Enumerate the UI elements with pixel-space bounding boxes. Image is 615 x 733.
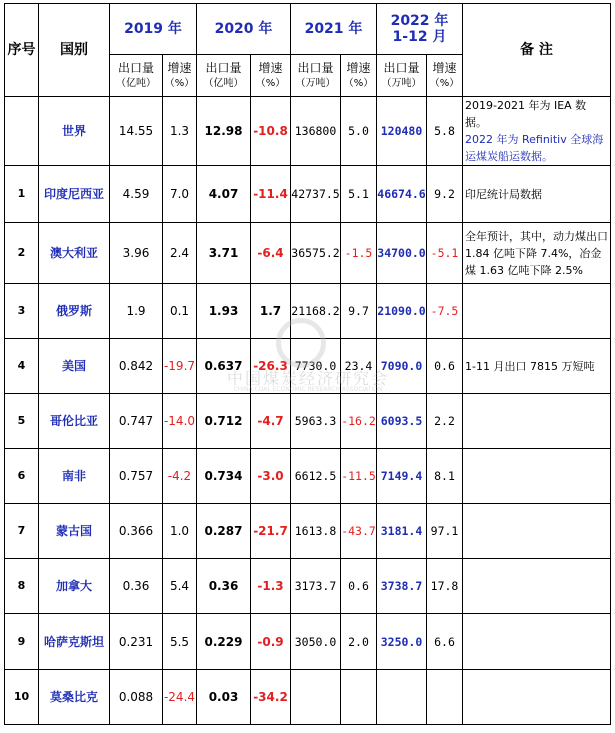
cell-remark [463, 504, 611, 559]
cell-export-2019: 3.96 [110, 223, 163, 284]
cell-country: 莫桑比克 [39, 670, 110, 725]
cell-export-2022: 6093.5 [377, 394, 427, 449]
cell-growth-2020: 1.7 [251, 284, 291, 339]
cell-export-2019: 0.366 [110, 504, 163, 559]
cell-growth-2019: 1.0 [163, 504, 197, 559]
cell-seq: 8 [5, 559, 39, 614]
cell-seq: 7 [5, 504, 39, 559]
cell-growth-2020: -21.7 [251, 504, 291, 559]
cell-growth-2020: -4.7 [251, 394, 291, 449]
cell-country: 南非 [39, 449, 110, 504]
cell-growth-2021 [341, 670, 377, 725]
cell-growth-2022: 6.6 [427, 614, 463, 670]
remark-text: 1-11 月出口 7815 万短吨 [465, 359, 595, 373]
cell-seq: 3 [5, 284, 39, 339]
coal-export-table [4, 3, 611, 725]
cell-growth-2019: -4.2 [163, 449, 197, 504]
cell-seq: 6 [5, 449, 39, 504]
cell-growth-2022: 5.8 [427, 97, 463, 166]
cell-seq: 10 [5, 670, 39, 725]
cell-export-2019: 0.36 [110, 559, 163, 614]
cell-growth-2019: 5.4 [163, 559, 197, 614]
cell-growth-2021: 9.7 [341, 284, 377, 339]
cell-growth-2020: -6.4 [251, 223, 291, 284]
table-row [5, 339, 611, 394]
header-2022-line1: 2022 年 [390, 13, 449, 29]
cell-remark [463, 166, 611, 223]
cell-export-2021: 136800 [291, 97, 341, 166]
cell-country: 俄罗斯 [39, 284, 110, 339]
cell-growth-2020: -34.2 [251, 670, 291, 725]
cell-export-2022: 3250.0 [377, 614, 427, 670]
cell-export-2020: 1.93 [197, 284, 251, 339]
cell-export-2022: 34700.0 [377, 223, 427, 284]
remark-text: 全年预计，其中，动力煤出口 1.84 亿吨下降 7.4%，冶金煤 1.63 亿吨下降 2.5% [465, 229, 608, 277]
cell-export-2020: 0.229 [197, 614, 251, 670]
cell-export-2021: 42737.5 [291, 166, 341, 223]
cell-export-2019: 0.747 [110, 394, 163, 449]
cell-export-2022: 7090.0 [377, 339, 427, 394]
cell-growth-2021: 5.0 [341, 97, 377, 166]
cell-export-2019: 1.9 [110, 284, 163, 339]
cell-export-2021: 7730.0 [291, 339, 341, 394]
table-row [5, 670, 611, 725]
cell-growth-2022: 17.8 [427, 559, 463, 614]
header-export-2020: 出口量 （亿吨） [197, 55, 251, 97]
cell-growth-2021: 5.1 [341, 166, 377, 223]
remark-text: 2019-2021 年为 IEA 数据。 [465, 99, 587, 129]
cell-growth-2022: 2.2 [427, 394, 463, 449]
cell-export-2021: 21168.2 [291, 284, 341, 339]
table-row [5, 97, 611, 166]
cell-export-2020: 0.637 [197, 339, 251, 394]
cell-growth-2022: 9.2 [427, 166, 463, 223]
cell-remark [463, 670, 611, 725]
cell-growth-2022: 0.6 [427, 339, 463, 394]
cell-remark [463, 97, 611, 166]
cell-export-2022: 46674.6 [377, 166, 427, 223]
cell-growth-2021: 0.6 [341, 559, 377, 614]
cell-export-2020: 12.98 [197, 97, 251, 166]
cell-export-2020: 0.712 [197, 394, 251, 449]
cell-country: 蒙古国 [39, 504, 110, 559]
cell-export-2021: 3173.7 [291, 559, 341, 614]
cell-remark [463, 394, 611, 449]
table-row [5, 559, 611, 614]
cell-export-2021: 36575.2 [291, 223, 341, 284]
cell-growth-2019: 7.0 [163, 166, 197, 223]
cell-export-2022 [377, 670, 427, 725]
cell-growth-2022 [427, 670, 463, 725]
cell-export-2021: 1613.8 [291, 504, 341, 559]
cell-growth-2019: 5.5 [163, 614, 197, 670]
cell-growth-2021: -11.5 [341, 449, 377, 504]
cell-growth-2020: -3.0 [251, 449, 291, 504]
cell-country: 澳大利亚 [39, 223, 110, 284]
cell-seq: 1 [5, 166, 39, 223]
cell-growth-2022: -5.1 [427, 223, 463, 284]
header-row-years [5, 4, 611, 55]
header-2022-line2: 1-12 月 [392, 29, 447, 45]
cell-export-2019: 0.088 [110, 670, 163, 725]
header-growth-2019: 增速 （%） [163, 55, 197, 97]
cell-country: 世界 [39, 97, 110, 166]
cell-remark [463, 339, 611, 394]
table-row [5, 166, 611, 223]
cell-remark [463, 559, 611, 614]
header-2020: 2020 年 [197, 4, 291, 55]
cell-export-2020: 3.71 [197, 223, 251, 284]
cell-export-2019: 0.757 [110, 449, 163, 504]
cell-growth-2019: 1.3 [163, 97, 197, 166]
cell-seq: 5 [5, 394, 39, 449]
cell-country: 哥伦比亚 [39, 394, 110, 449]
cell-export-2022: 120480 [377, 97, 427, 166]
cell-country: 哈萨克斯坦 [39, 614, 110, 670]
header-2021: 2021 年 [291, 4, 377, 55]
watermark-cn: 中国煤炭经济研究会 [226, 369, 389, 388]
header-country: 国别 [39, 4, 110, 97]
cell-country: 印度尼西亚 [39, 166, 110, 223]
cell-growth-2022: 97.1 [427, 504, 463, 559]
cell-export-2021: 5963.3 [291, 394, 341, 449]
header-remark: 备 注 [463, 4, 611, 97]
cell-export-2022: 3181.4 [377, 504, 427, 559]
cell-growth-2021: 2.0 [341, 614, 377, 670]
header-export-2022: 出口量 （万吨） [377, 55, 427, 97]
cell-export-2020: 4.07 [197, 166, 251, 223]
cell-growth-2022: 8.1 [427, 449, 463, 504]
remark-text: 印尼统计局数据 [465, 187, 542, 201]
cell-growth-2019: 2.4 [163, 223, 197, 284]
cell-export-2020: 0.287 [197, 504, 251, 559]
cell-growth-2021: -1.5 [341, 223, 377, 284]
cell-export-2022: 7149.4 [377, 449, 427, 504]
cell-country: 加拿大 [39, 559, 110, 614]
header-2019: 2019 年 [110, 4, 197, 55]
cell-remark [463, 614, 611, 670]
cell-growth-2021: -16.2 [341, 394, 377, 449]
cell-export-2021: 6612.5 [291, 449, 341, 504]
cell-export-2019: 4.59 [110, 166, 163, 223]
header-growth-2020: 增速 （%） [251, 55, 291, 97]
cell-export-2022: 3738.7 [377, 559, 427, 614]
cell-seq [5, 97, 39, 166]
header-export-2019: 出口量 （亿吨） [110, 55, 163, 97]
cell-growth-2020: -0.9 [251, 614, 291, 670]
cell-growth-2020: -26.3 [251, 339, 291, 394]
header-2022 [377, 4, 463, 55]
header-seq: 序号 [5, 4, 39, 97]
cell-remark [463, 449, 611, 504]
watermark-en: CHINA COAL ECONOMIC RESEARCH ASSOCIATION [233, 386, 383, 393]
cell-growth-2022: -7.5 [427, 284, 463, 339]
cell-growth-2019: 0.1 [163, 284, 197, 339]
cell-seq: 9 [5, 614, 39, 670]
header-export-2021: 出口量 （万吨） [291, 55, 341, 97]
cell-seq: 2 [5, 223, 39, 284]
remark-source-text: 2022 年为 Refinitiv 全球海运煤炭船运数据。 [465, 133, 604, 163]
cell-remark [463, 284, 611, 339]
cell-export-2020: 0.36 [197, 559, 251, 614]
cell-export-2019: 0.842 [110, 339, 163, 394]
cell-growth-2021: -43.7 [341, 504, 377, 559]
cell-growth-2020: -10.8 [251, 97, 291, 166]
table-row [5, 284, 611, 339]
cell-growth-2019: -19.7 [163, 339, 197, 394]
table-row [5, 614, 611, 670]
cell-remark [463, 223, 611, 284]
cell-growth-2020: -11.4 [251, 166, 291, 223]
table-row [5, 504, 611, 559]
cell-country: 美国 [39, 339, 110, 394]
cell-export-2020: 0.734 [197, 449, 251, 504]
cell-growth-2021: 23.4 [341, 339, 377, 394]
table-row [5, 394, 611, 449]
table-row [5, 449, 611, 504]
cell-growth-2019: -24.4 [163, 670, 197, 725]
cell-export-2020: 0.03 [197, 670, 251, 725]
cell-export-2021 [291, 670, 341, 725]
cell-growth-2020: -1.3 [251, 559, 291, 614]
table-row [5, 223, 611, 284]
cell-growth-2019: -14.0 [163, 394, 197, 449]
header-growth-2022: 增速 （%） [427, 55, 463, 97]
cell-export-2022: 21090.0 [377, 284, 427, 339]
cell-seq: 4 [5, 339, 39, 394]
cell-export-2021: 3050.0 [291, 614, 341, 670]
cell-export-2019: 14.55 [110, 97, 163, 166]
cell-export-2019: 0.231 [110, 614, 163, 670]
header-growth-2021: 增速 （%） [341, 55, 377, 97]
